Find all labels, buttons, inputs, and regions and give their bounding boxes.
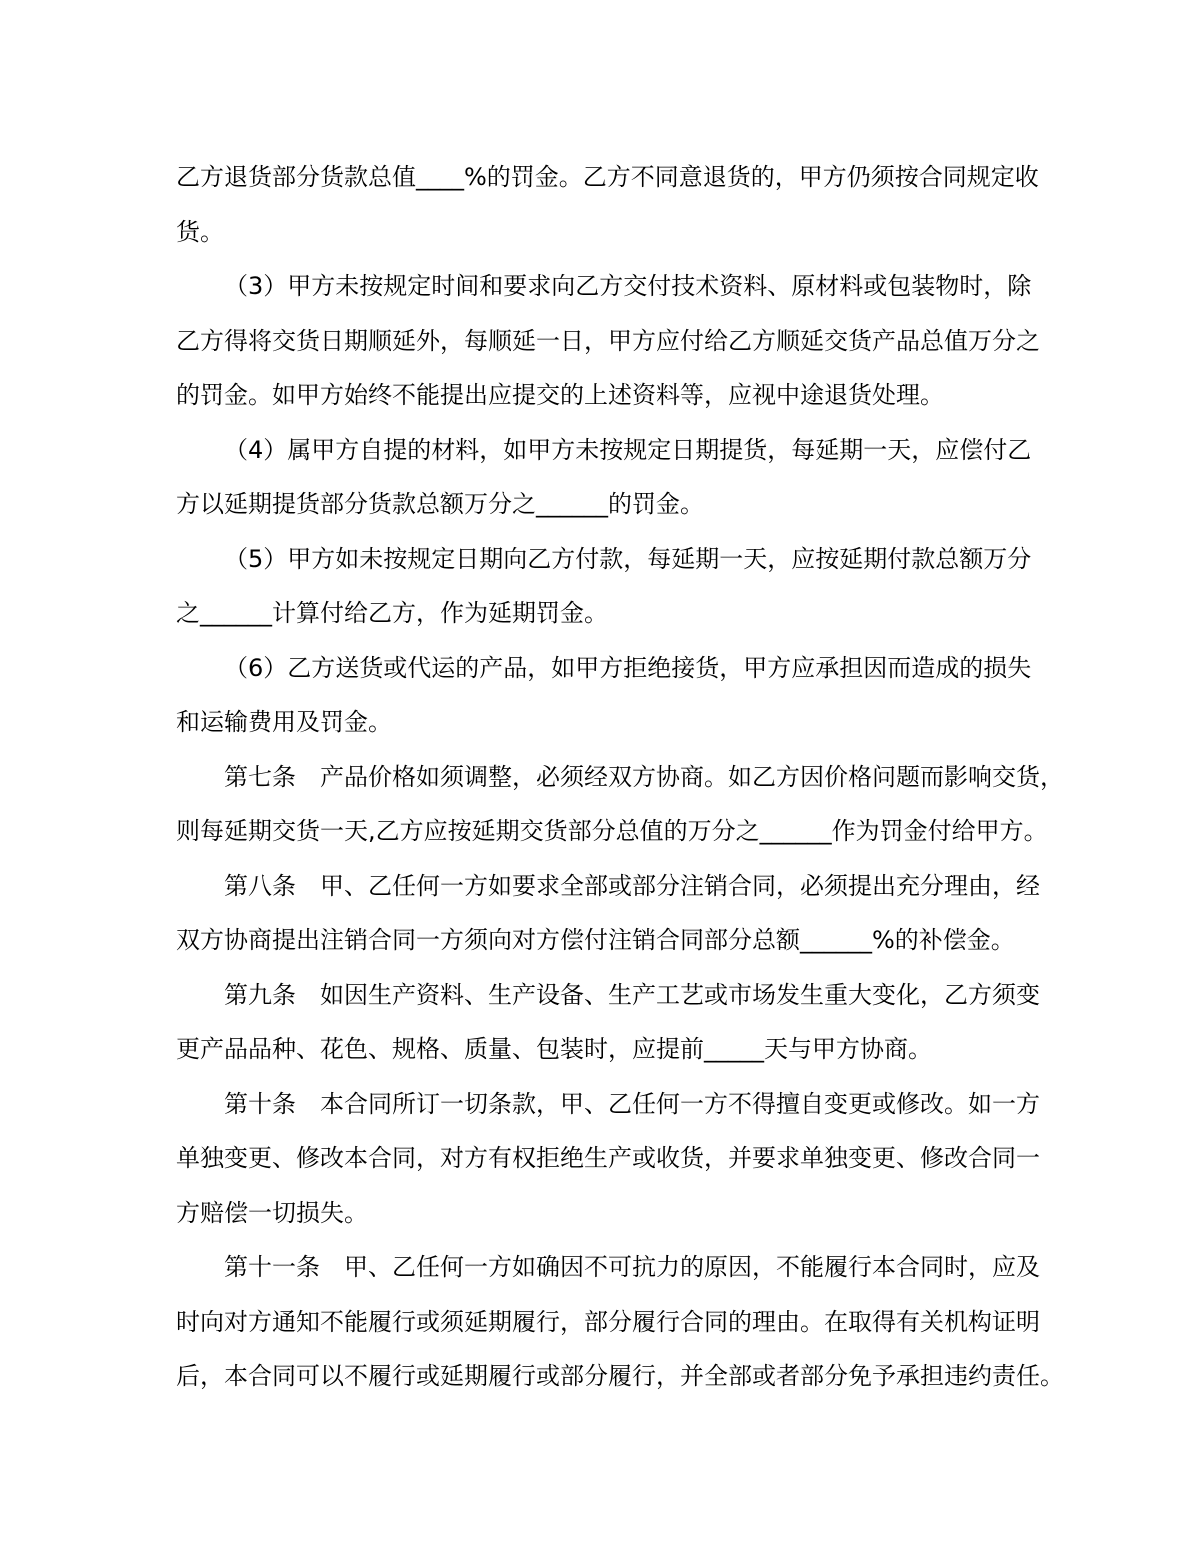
- text-line: 和运输费用及罚金。: [176, 708, 392, 736]
- text-line: 第九条 如因生产资料、生产设备、生产工艺或市场发生重大变化，乙方须变: [224, 980, 1040, 1009]
- article-9: [176, 968, 1040, 1077]
- text-line: 第十一条 甲、乙任何一方如确因不可抗力的原因，不能履行本合同时，应及: [224, 1253, 1040, 1281]
- text-line: 第八条 甲、乙任何一方如要求全部或部分注销合同，必须提出充分理由，经: [224, 871, 1040, 900]
- text-line: （6）乙方送货或代运的产品，如甲方拒绝接货，甲方应承担因而造成的损失: [224, 653, 1032, 682]
- clause-4: [176, 423, 1030, 532]
- text-line: 的罚金。如甲方始终不能提出应提交的上述资料等，应视中途退货处理。: [176, 381, 944, 409]
- text-line: （4）属甲方自提的材料，如甲方未按规定日期提货，每延期一天，应偿付乙: [224, 435, 1032, 464]
- text-line: 方以延期提货部分货款总额万分之______的罚金。: [176, 490, 704, 518]
- text-line: 双方协商提出注销合同一方须向对方偿付注销合同部分总额______%的补偿金。: [176, 926, 1015, 954]
- text-line: （5）甲方如未按规定日期向乙方付款，每延期一天，应按延期付款总额万分: [224, 544, 1032, 573]
- text-line: 则每延期交货一天,乙方应按延期交货部分总值的万分之______作为罚金付给甲方。: [176, 817, 1048, 845]
- paragraph-penalty-return: [176, 150, 1039, 259]
- text-line: 第十条 本合同所订一切条款，甲、乙任何一方不得擅自变更或修改。如一方: [224, 1089, 1040, 1118]
- text-line: 方赔偿一切损失。: [176, 1198, 368, 1227]
- text-line: 货。: [176, 217, 224, 246]
- text-line: 第七条 产品价格如须调整，必须经双方协商。如乙方因价格问题而影响交货，: [224, 762, 1064, 791]
- text-line: 时向对方通知不能履行或须延期履行，部分履行合同的理由。在取得有关机构证明: [176, 1307, 1040, 1336]
- text-line: 后，本合同可以不履行或延期履行或部分履行，并全部或者部分免予承担违约责任。: [176, 1362, 1064, 1390]
- document-body: [176, 150, 1064, 1404]
- text-line: 乙方退货部分货款总值____%的罚金。乙方不同意退货的，甲方仍须按合同规定收: [176, 163, 1039, 191]
- text-line: 更产品品种、花色、规格、质量、包装时，应提前_____天与甲方协商。: [176, 1035, 932, 1063]
- clause-3: [176, 259, 1040, 423]
- text-line: （3）甲方未按规定时间和要求向乙方交付技术资料、原材料或包装物时，除: [224, 272, 1032, 300]
- article-11: [176, 1240, 1064, 1404]
- text-line: 单独变更、修改本合同，对方有权拒绝生产或收货，并要求单独变更、修改合同一: [176, 1144, 1040, 1172]
- article-8: [176, 859, 1040, 968]
- text-line: 乙方得将交货日期顺延外，每顺延一日，甲方应付给乙方顺延交货产品总值万分之: [176, 326, 1040, 355]
- article-10: [176, 1077, 1040, 1241]
- clause-5: [176, 532, 1030, 641]
- clause-6: [176, 641, 1030, 750]
- article-7: [176, 750, 1064, 859]
- text-line: 之______计算付给乙方，作为延期罚金。: [176, 599, 608, 627]
